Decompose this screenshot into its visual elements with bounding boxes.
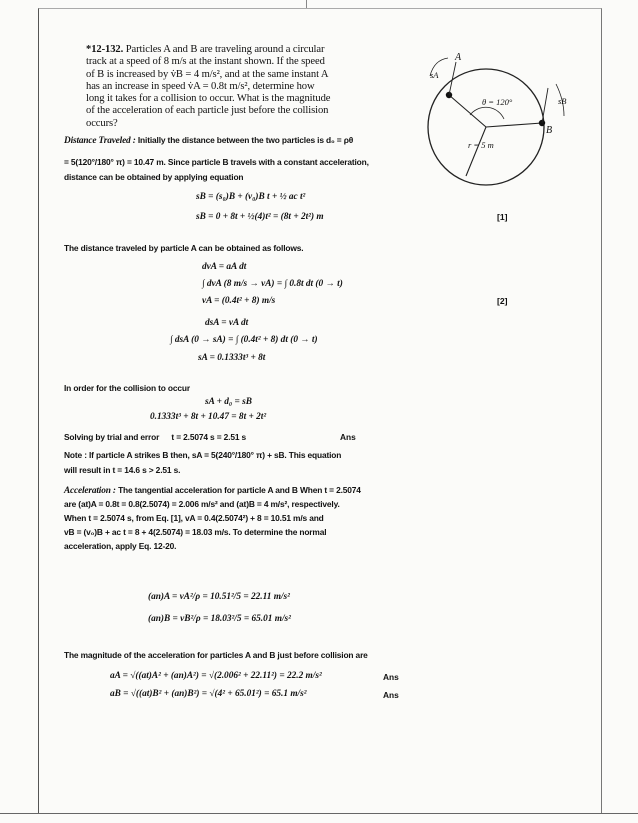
- equation-collision: 0.1333t³ + 8t + 10.47 = 8t + 2t²: [150, 412, 267, 422]
- equation-aB: aB = √((at)B² + (an)B²) = √(4² + 65.01²) = 65.1 m/s²: [110, 689, 307, 699]
- problem-statement: [86, 44, 331, 130]
- label-sA: sA: [430, 70, 439, 80]
- problem-number: *12-132.: [86, 44, 124, 55]
- equation-collision-condition: sA + d₀ = sB: [205, 397, 252, 407]
- distance-intro: [64, 135, 353, 147]
- radius-to-A: [449, 95, 486, 127]
- equation-vA: vA = (0.4t² + 8) m/s: [202, 296, 276, 306]
- problem-text: Particles A and B are traveling around a circular track at a speed of 8 m/s at the instant shown. If the speed of B is increased by v̇B = 4 m/s², and at the same instant A has an increase in speed v̇A = 0.8t m/s², determine how long it takes for a collision to occur. What is the magnitude of the acceleration of each particle just before the collision occurs?: [86, 44, 331, 129]
- answer-label-aB: Ans: [383, 690, 399, 700]
- radius-lower: [466, 127, 486, 176]
- distance-A-intro: The distance traveled by particle A can be obtained as follows.: [64, 243, 304, 253]
- magnitude-intro: The magnitude of the acceleration for particles A and B just before collision are: [64, 650, 368, 660]
- label-radius: r = 5 m: [468, 140, 494, 150]
- acceleration-text1: The tangential acceleration for particle A and B When t = 2.5074: [118, 485, 361, 495]
- acceleration-line4: vB = (v₀)B + ac t = 8 + 4(2.5074) = 18.03 m/s. To determine the normal: [64, 527, 327, 537]
- arrow-B: [542, 88, 548, 123]
- solving-result: t = 2.5074 s = 2.51 s: [171, 432, 247, 442]
- distance-heading: Distance Traveled :: [64, 136, 136, 146]
- equation-dsA: dsA = vA dt: [205, 318, 249, 328]
- radius-to-B: [486, 123, 542, 127]
- acceleration-line3: When t = 2.5074 s, from Eq. [1], vA = 0.4(2.5074²) + 8 = 10.51 m/s and: [64, 513, 324, 523]
- distance-line2: [64, 157, 369, 168]
- acceleration-line5: acceleration, apply Eq. 12-20.: [64, 541, 177, 551]
- label-A: A: [455, 52, 462, 63]
- answer-label-time: Ans: [340, 432, 356, 442]
- distance-line2a: = 5(120°/180° π) = 10.47 m.: [64, 157, 166, 167]
- acceleration-line1: [64, 485, 361, 497]
- distance-line2b: Since particle B travels with a constant acceleration,: [167, 157, 369, 167]
- equation-aA: aA = √((at)A² + (an)A²) = √(2.006² + 22.11²) = 22.2 m/s²: [110, 671, 322, 681]
- equation-dvA: dvA = aA dt: [202, 262, 247, 272]
- note-line2: will result in t = 14.6 s > 2.51 s.: [64, 465, 181, 475]
- equation-anB: (an)B = vB²/ρ = 18.03²/5 = 65.01 m/s²: [148, 614, 291, 624]
- equation-sA: sA = 0.1333t³ + 8t: [198, 353, 266, 363]
- distance-line1: Initially the distance between the two particles is d₀ = ρθ: [137, 135, 354, 145]
- solving-line: [64, 432, 246, 443]
- top-tick-mark: [306, 0, 307, 8]
- collision-intro: In order for the collision to occur: [64, 383, 190, 393]
- equation-anA: (an)A = vA²/ρ = 10.51²/5 = 22.11 m/s²: [148, 592, 290, 602]
- equation-number-1: [1]: [497, 212, 508, 222]
- equation-integral-sA: ∫ dsA (0 → sA) = ∫ (0.4t² + 8) dt (0 → t): [170, 335, 318, 345]
- acceleration-line2: are (at)A = 0.8t = 0.8(2.5074) = 2.006 m/s² and (at)B = 4 m/s², respectively.: [64, 499, 340, 509]
- equation-integral-vA: ∫ dvA (8 m/s → vA) = ∫ 0.8t dt (0 → t): [202, 279, 343, 289]
- solving-label: Solving by trial and error: [64, 432, 160, 442]
- equation-number-2: [2]: [497, 296, 508, 306]
- distance-line3: distance can be obtained by applying equation: [64, 172, 244, 182]
- answer-label-aA: Ans: [383, 672, 399, 682]
- label-sB: sB: [558, 96, 567, 106]
- equation-sB: sB = 0 + 8t + ½(4)t² = (8t + 2t²) m: [196, 212, 324, 222]
- label-angle: θ = 120°: [482, 97, 513, 107]
- equation-sB-general: sB = (s₀)B + (v₀)B t + ½ ac t²: [196, 192, 306, 202]
- page-bottom-edge: [0, 813, 638, 814]
- note-line1: Note : If particle A strikes B then, sA = 5(240°/180° π) + sB. This equation: [64, 450, 342, 460]
- acceleration-heading: Acceleration :: [64, 486, 116, 496]
- circular-track-figure: [418, 48, 578, 188]
- label-B: B: [546, 125, 553, 136]
